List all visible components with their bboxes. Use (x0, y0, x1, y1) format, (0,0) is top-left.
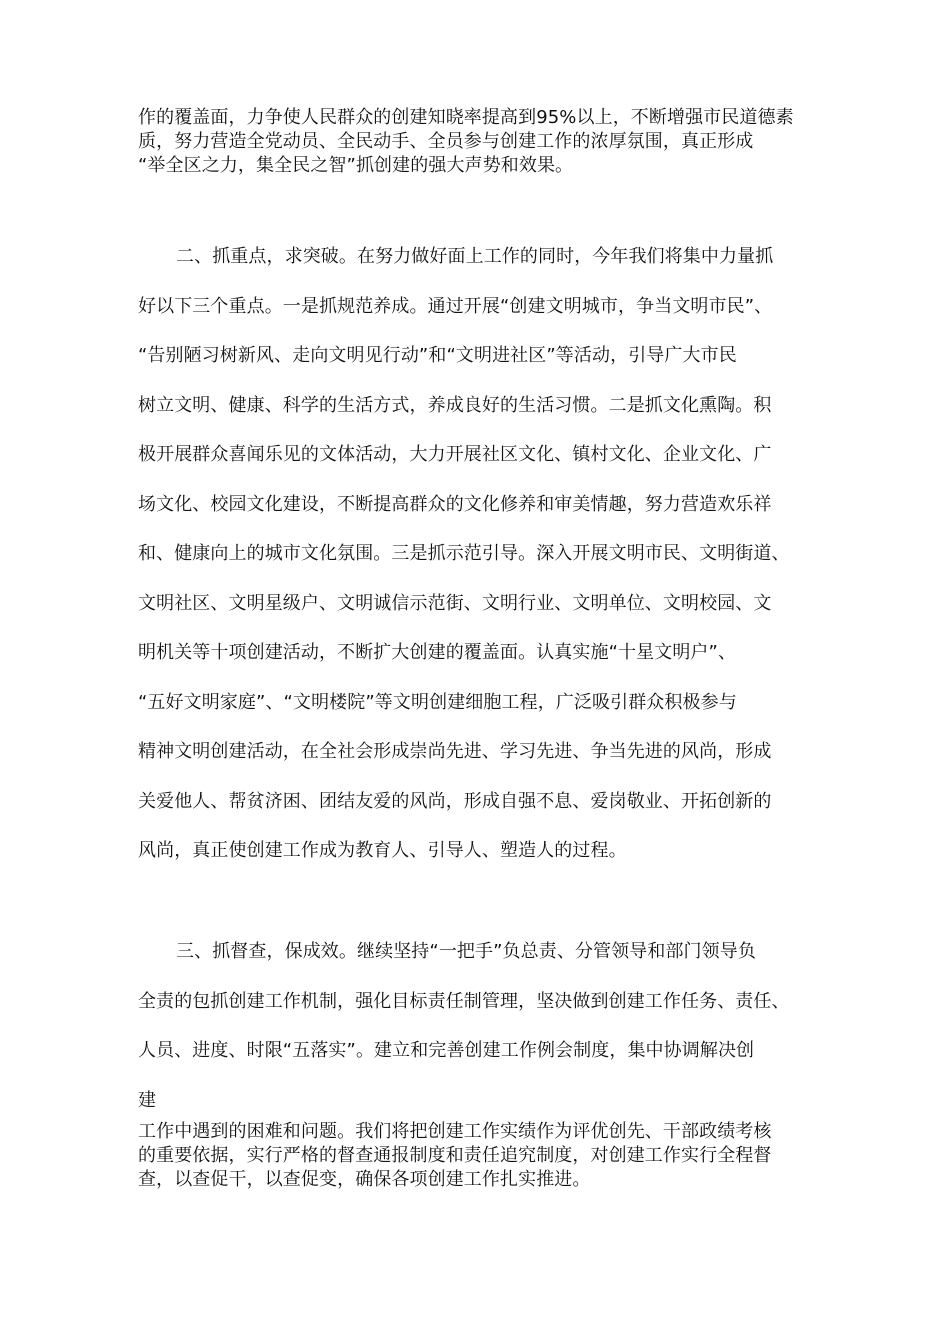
text-line: 好以下三个重点。一是抓规范养成。通过开展“创建文明城市，争当文明市民”、 (138, 295, 773, 317)
paragraph-section-3 (138, 927, 828, 1125)
paragraph-section-2 (138, 232, 828, 876)
text-line: 的重要依据，实行严格的督查通报制度和责任追究制度，对创建工作实行全程督 (138, 1145, 772, 1166)
text-line: 文明社区、文明星级户、文明诚信示范街、文明行业、文明单位、文明校园、文 (138, 592, 772, 614)
text-line: “告别陋习树新风、走向文明见行动”和“文明进社区”等活动，引导广大市民 (138, 345, 737, 366)
text-line: 树立文明、健康、科学的生活方式，养成良好的生活习惯。二是抓文化熏陶。积 (138, 394, 772, 416)
text-line: 三、抓督查，保成效。继续坚持“一把手”负总责、分管领导和部门领导负 (176, 941, 756, 962)
text-line: 极开展群众喜闻乐见的文体活动，大力开展社区文化、镇村文化、企业文化、广 (138, 444, 772, 465)
text-line: 二、抓重点，求突破。在努力做好面上工作的同时，今年我们将集中力量抓 (176, 246, 774, 267)
text-line: 质，努力营造全党动员、全民动手、全员参与创建工作的浓厚氛围，真正形成 (138, 131, 754, 152)
text-line: 全责的包抓创建工作机制，强化目标责任制管理，坚决做到创建工作任务、责任、 (138, 990, 790, 1012)
text-line: 查，以查促干，以查促变，确保各项创建工作扎实推进。 (138, 1169, 591, 1190)
text-line: 风尚，真正使创建工作成为教育人、引导人、塑造人的过程。 (138, 840, 627, 861)
text-line: 精神文明创建活动，在全社会形成崇尚先进、学习先进、争当先进的风尚，形成 (138, 741, 772, 762)
text-line: 建 (138, 1089, 157, 1111)
text-line: 和、健康向上的城市文化氛围。三是抓示范引导。深入开展文明市民、文明街道、 (138, 543, 790, 564)
text-line: 工作中遇到的困难和问题。我们将把创建工作实绩作为评优创先、干部政绩考核 (138, 1121, 772, 1142)
paragraph-intro-tail (138, 106, 828, 178)
text-line: 明机关等十项创建活动，不断扩大创建的覆盖面。认真实施“十星文明户”、 (138, 642, 737, 663)
text-line: “举全区之力，集全民之智”抓创建的强大声势和效果。 (138, 155, 574, 176)
text-line: 人员、进度、时限“五落实”。建立和完善创建工作例会制度，集中协调解决创 (138, 1040, 755, 1061)
text-line: 场文化、校园文化建设，不断提高群众的文化修养和审美情趣，努力营造欢乐祥 (138, 493, 772, 515)
paragraph-section-3-tail (138, 1120, 828, 1192)
text-line: 作的覆盖面，力争使人民群众的创建知晓率提高到95%以上，不断增强市民道德素 (138, 107, 794, 128)
text-line: “五好文明家庭”、“文明楼院”等文明创建细胞工程，广泛吸引群众积极参与 (138, 691, 737, 713)
text-line: 关爱他人、帮贫济困、团结友爱的风尚，形成自强不息、爱岗敬业、开拓创新的 (138, 790, 772, 812)
